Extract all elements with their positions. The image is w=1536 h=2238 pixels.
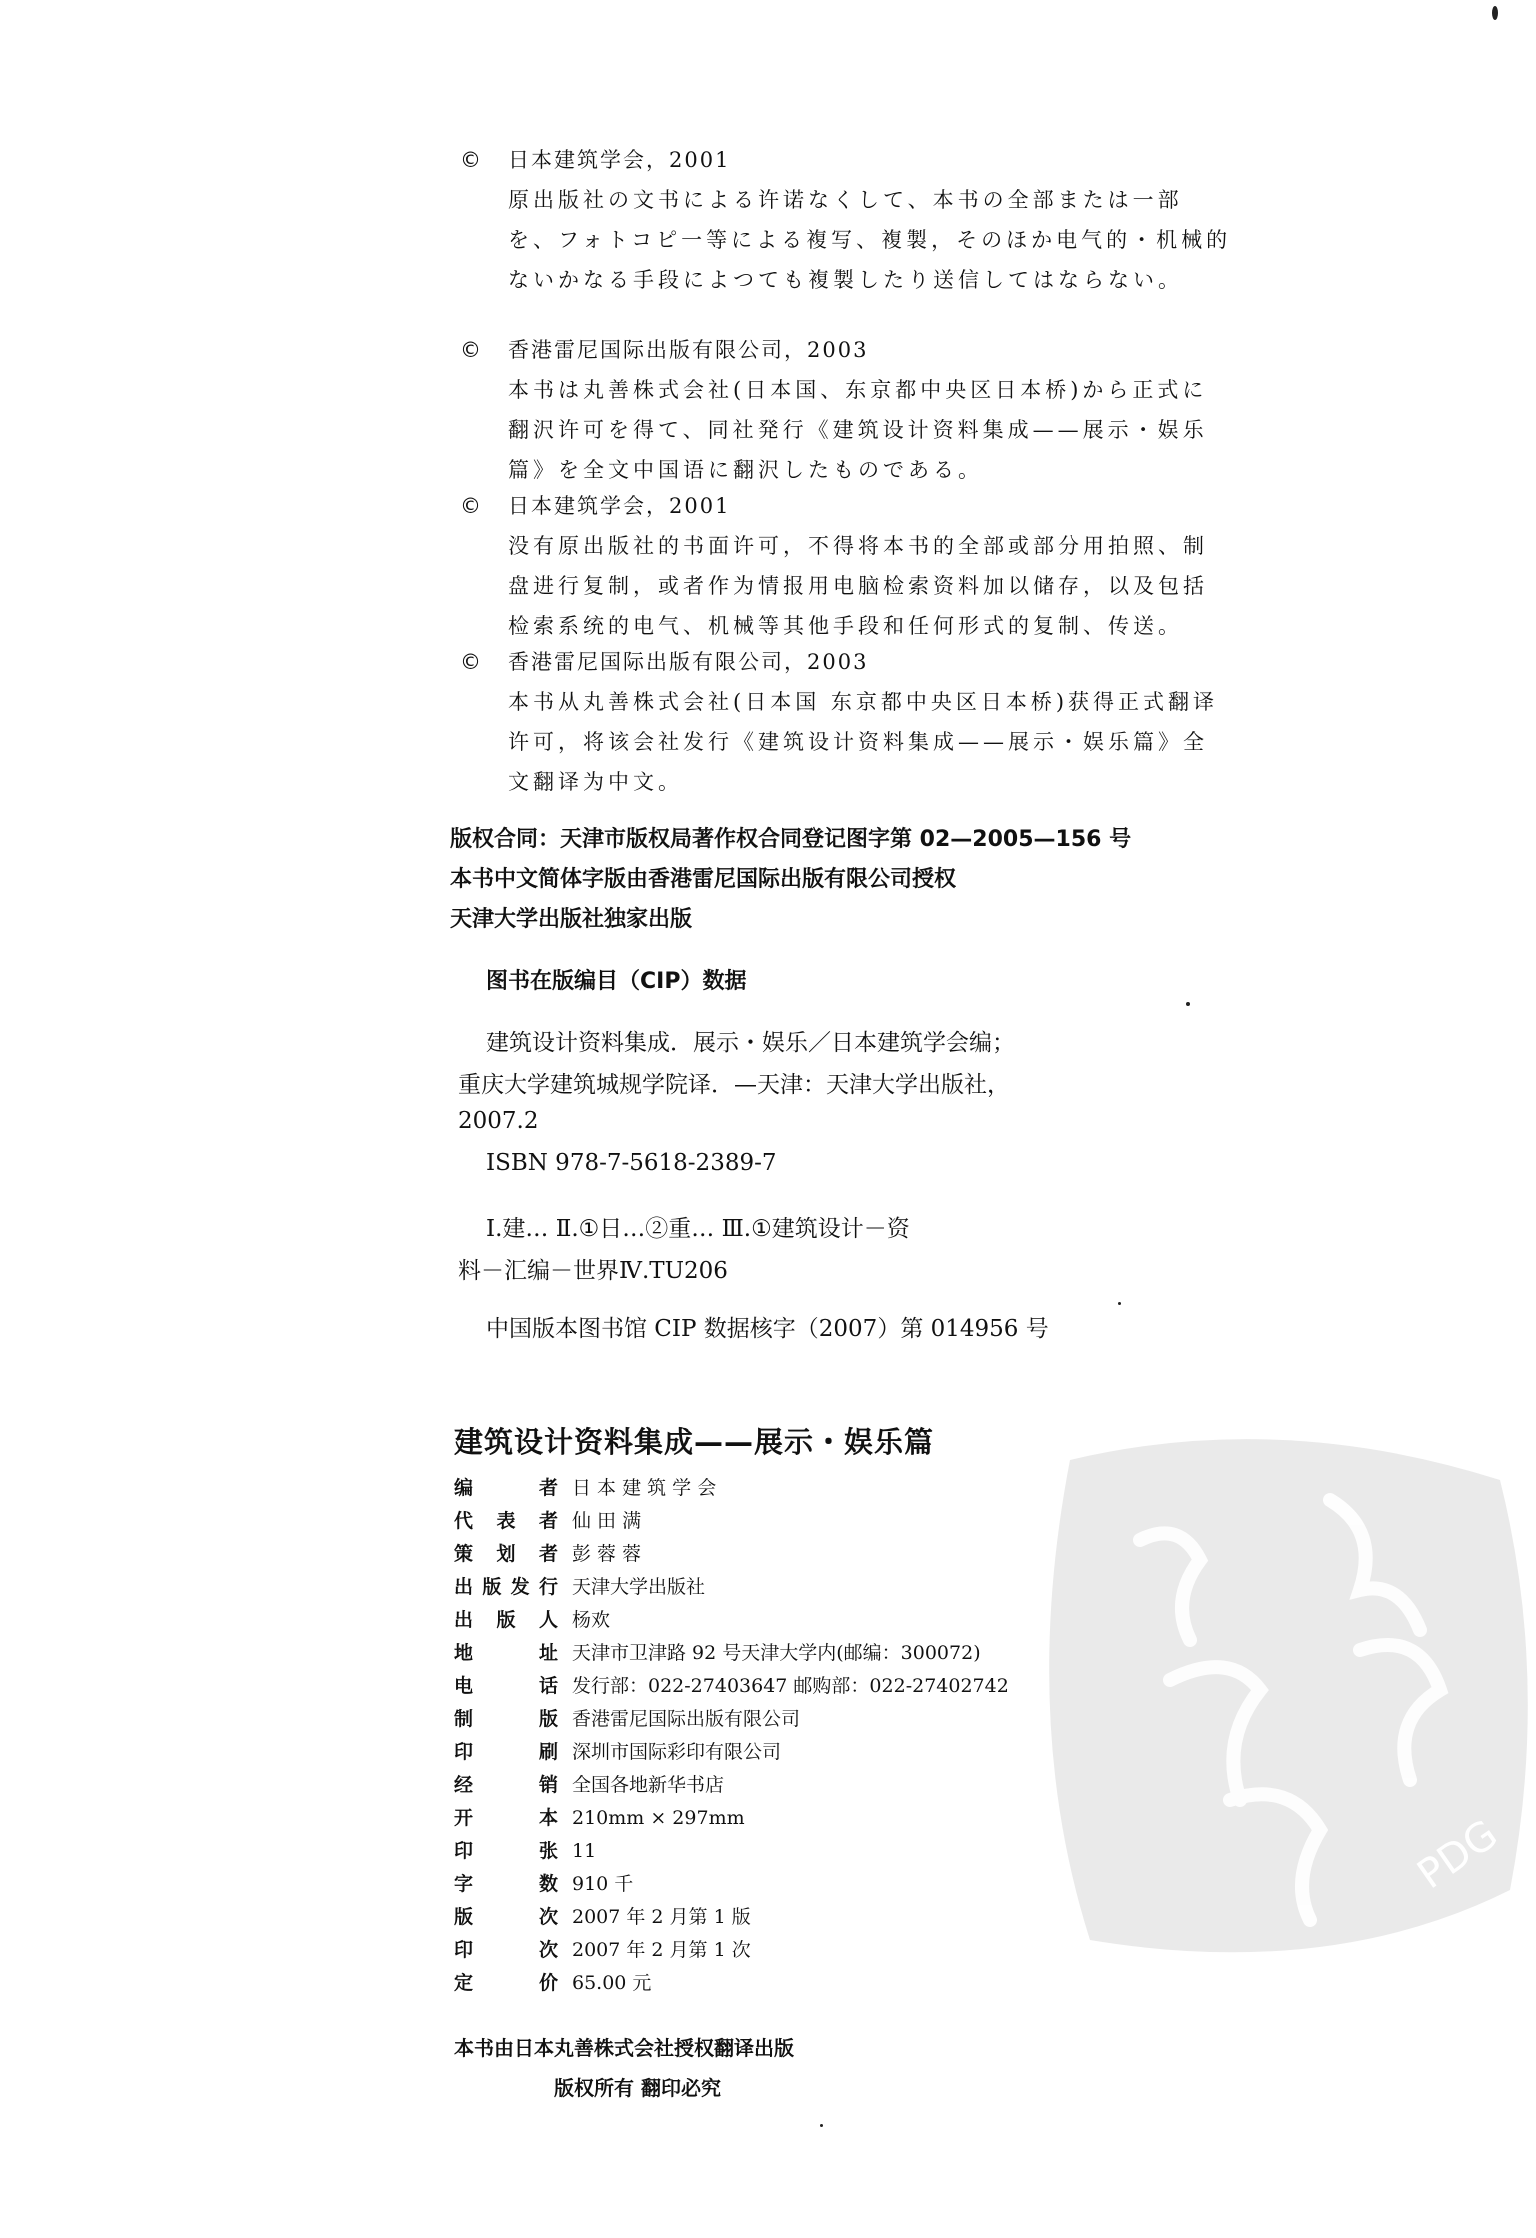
info-label: 地 址 xyxy=(454,1642,558,1664)
copyright-text-line: 原出版社の文书による许诺なくして、本书の全部または一部 xyxy=(508,188,1183,212)
info-label: 印 次 xyxy=(454,1939,558,1961)
footer-rights-reserved: 版权所有 翻印必究 xyxy=(554,2076,721,2100)
watermark-seal-icon xyxy=(1030,1420,1536,1980)
copyright-text-line: 本书は丸善株式会社(日本国、东京都中央区日本桥)から正式に xyxy=(508,378,1208,402)
info-row xyxy=(454,1472,1009,1505)
license-authorization: 本书中文简体字版由香港雷尼国际出版有限公司授权 xyxy=(450,867,957,892)
copyright-holder: 日本建筑学会，2001 xyxy=(508,494,731,518)
info-row xyxy=(454,1769,1009,1802)
copyright-text-line: 许可，将该会社发行《建筑设计资料集成——展示・娱乐篇》全 xyxy=(508,730,1208,754)
info-row xyxy=(454,1703,1009,1736)
info-label: 制 版 xyxy=(454,1708,558,1730)
copyright-text-line: を、フォトコピ一等による複写、複製，そのほか电气的・机械的 xyxy=(508,228,1232,252)
publication-info xyxy=(454,1472,1009,2000)
info-label: 版 次 xyxy=(454,1906,558,1928)
copyright-holder: 香港雷尼国际出版有限公司，2003 xyxy=(508,338,869,362)
info-row xyxy=(454,1538,1009,1571)
copyright-text-line: 检索系统的电气、机械等其他手段和任何形式的复制、传送。 xyxy=(508,614,1183,638)
info-row xyxy=(454,1736,1009,1769)
info-label: 印 张 xyxy=(454,1840,558,1862)
info-row xyxy=(454,1901,1009,1934)
cip-classification: 料－汇编－世界Ⅳ.TU206 xyxy=(458,1258,728,1284)
cip-isbn: ISBN 978-7-5618-2389-7 xyxy=(486,1150,777,1176)
copyright-block-3 xyxy=(460,486,1260,646)
scan-speck xyxy=(820,2124,823,2127)
copyright-block-2 xyxy=(460,330,1260,490)
copyright-contract: 版权合同：天津市版权局著作权合同登记图字第 02—2005—156 号 xyxy=(450,827,1132,852)
info-row xyxy=(454,1835,1009,1868)
footer-translation-note: 本书由日本丸善株式会社授权翻译出版 xyxy=(454,2036,794,2060)
info-value: 天津大学出版社 xyxy=(572,1576,706,1598)
copyright-text-line: 翻沢许可を得て、同社発行《建筑设计资料集成——展示・娱乐 xyxy=(508,418,1208,442)
info-value: 11 xyxy=(572,1840,597,1862)
copyright-holder: 日本建筑学会，2001 xyxy=(508,148,731,172)
info-value: 65.00 元 xyxy=(572,1972,652,1994)
info-value: 2007 年 2 月第 1 次 xyxy=(572,1939,751,1961)
info-label: 字 数 xyxy=(454,1873,558,1895)
info-value: 仙 田 满 xyxy=(572,1510,642,1532)
info-row xyxy=(454,1637,1009,1670)
info-label: 出 版 人 xyxy=(454,1609,558,1631)
copyright-holder: 香港雷尼国际出版有限公司，2003 xyxy=(508,650,869,674)
info-label: 出 版 发 行 xyxy=(454,1576,558,1598)
cip-record: 中国版本图书馆 CIP 数据核字（2007）第 014956 号 xyxy=(486,1316,1049,1342)
info-value: 2007 年 2 月第 1 版 xyxy=(572,1906,751,1928)
copyright-symbol: © xyxy=(460,338,483,362)
info-value: 全国各地新华书店 xyxy=(572,1774,725,1796)
scan-speck xyxy=(1492,6,1498,20)
copyright-text-line: 文翻译为中文。 xyxy=(508,770,683,794)
copyright-text-line: 盘进行复制，或者作为情报用电脑检索资料加以储存，以及包括 xyxy=(508,574,1208,598)
info-row xyxy=(454,1967,1009,2000)
watermark-text: PDG xyxy=(1409,1811,1507,1899)
info-value: 天津市卫津路 92 号天津大学内(邮编：300072) xyxy=(572,1642,981,1664)
copyright-block-1 xyxy=(460,140,1260,300)
info-value: 日 本 建 筑 学 会 xyxy=(572,1477,717,1499)
exclusive-publisher: 天津大学出版社独家出版 xyxy=(450,907,693,932)
scan-speck xyxy=(1118,1302,1121,1305)
info-row xyxy=(454,1505,1009,1538)
info-row xyxy=(454,1571,1009,1604)
copyright-symbol: © xyxy=(460,148,483,172)
copyright-text-line: ないかなる手段によつても複製したり送信してはならない。 xyxy=(508,268,1183,292)
info-label: 编 者 xyxy=(454,1477,558,1499)
copyright-text-line: 篇》を全文中国语に翻沢したものである。 xyxy=(508,458,983,482)
info-label: 经 销 xyxy=(454,1774,558,1796)
cip-classification: Ⅰ.建… Ⅱ.①日…②重… Ⅲ.①建筑设计－资 xyxy=(486,1216,910,1242)
copyright-text-line: 没有原出版社的书面许可，不得将本书的全部或部分用拍照、制 xyxy=(508,534,1208,558)
cip-line: 重庆大学建筑城规学院译．—天津：天津大学出版社， xyxy=(458,1072,1010,1098)
cip-line: 建筑设计资料集成．展示・娱乐／日本建筑学会编； xyxy=(486,1030,1015,1056)
info-row xyxy=(454,1802,1009,1835)
info-value: 发行部：022-27403647 邮购部：022-27402742 xyxy=(572,1675,1009,1697)
info-value: 彭 蓉 蓉 xyxy=(572,1543,642,1565)
info-label: 定 价 xyxy=(454,1972,558,1994)
scan-speck xyxy=(1186,1002,1190,1006)
book-title: 建筑设计资料集成——展示・娱乐篇 xyxy=(454,1425,935,1459)
copyright-block-4 xyxy=(460,642,1260,802)
info-row xyxy=(454,1604,1009,1637)
info-label: 策 划 者 xyxy=(454,1543,558,1565)
info-value: 香港雷尼国际出版有限公司 xyxy=(572,1708,801,1730)
info-label: 开 本 xyxy=(454,1807,558,1829)
info-row xyxy=(454,1868,1009,1901)
info-label: 印 刷 xyxy=(454,1741,558,1763)
info-label: 代 表 者 xyxy=(454,1510,558,1532)
copyright-symbol: © xyxy=(460,650,483,674)
info-row xyxy=(454,1934,1009,1967)
cip-title: 图书在版编目（CIP）数据 xyxy=(486,969,747,994)
copyright-text-line: 本书从丸善株式会社(日本国 东京都中央区日本桥)获得正式翻译 xyxy=(508,690,1219,714)
info-value: 210mm × 297mm xyxy=(572,1807,745,1829)
info-value: 深圳市国际彩印有限公司 xyxy=(572,1741,782,1763)
info-label: 电 话 xyxy=(454,1675,558,1697)
cip-line: 2007.2 xyxy=(458,1108,539,1134)
copyright-symbol: © xyxy=(460,494,483,518)
info-value: 杨欢 xyxy=(572,1609,611,1631)
info-value: 910 千 xyxy=(572,1873,634,1895)
info-row xyxy=(454,1670,1009,1703)
